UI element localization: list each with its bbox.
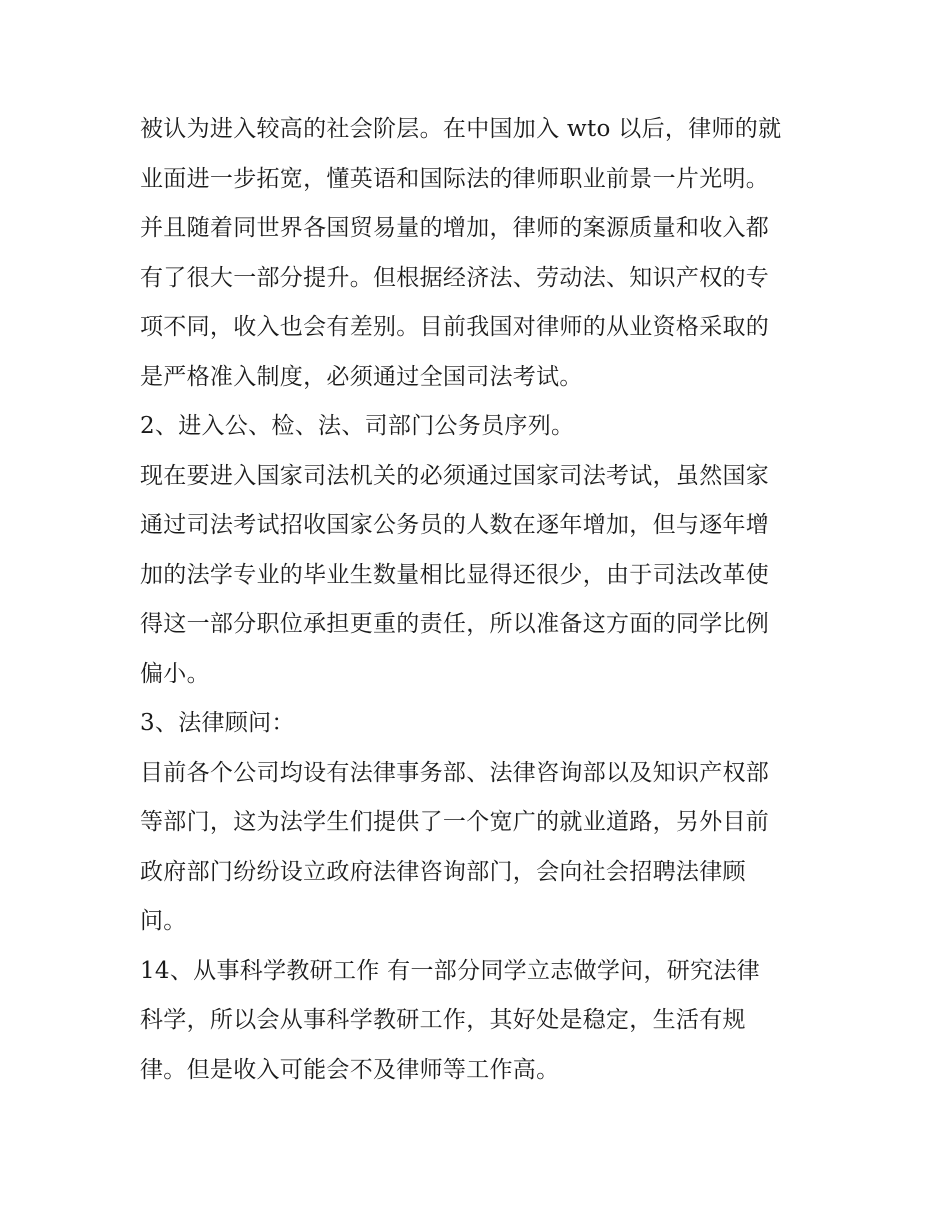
text-line-2: 业面进一步拓宽，懂英语和国际法的律师职业前景一片光明。	[140, 165, 770, 192]
text-line-1: 被认为进入较高的社会阶层。在中国加入 wto 以后，律师的就	[140, 116, 782, 142]
text-line-16: 政府部门纷纷设立政府法律咨询部门，会向社会招聘法律顾	[140, 858, 746, 885]
text-line-5: 项不同，收入也会有差别。目前我国对律师的从业资格采取的	[140, 314, 770, 340]
text-line-17: 问。	[140, 908, 187, 934]
text-line-8: 现在要进入国家司法机关的必须通过国家司法考试，虽然国家	[140, 462, 770, 489]
section-heading-3: 3、法律顾问：	[140, 710, 295, 736]
text-line-4: 有了很大一部分提升。但根据经济法、劳动法、知识产权的专	[140, 264, 770, 291]
text-line-15: 等部门，这为法学生们提供了一个宽广的就业道路，另外目前	[140, 809, 770, 835]
text-line-20: 律。但是收入可能会不及律师等工作高。	[140, 1056, 560, 1083]
text-line-12: 偏小。	[140, 660, 210, 687]
section-heading-2: 2、进入公、检、法、司部门公务员序列。	[140, 413, 575, 439]
text-line-14: 目前各个公司均设有法律事务部、法律咨询部以及知识产权部	[140, 759, 770, 786]
text-line-11: 得这一部分职位承担更重的责任，所以准备这方面的同学比例	[140, 611, 770, 637]
document-body	[140, 105, 820, 1095]
text-line-3: 并且随着同世界各国贸易量的增加，律师的案源质量和收入都	[140, 215, 770, 241]
text-line-6: 是严格准入制度，必须通过全国司法考试。	[140, 363, 583, 390]
text-line-9: 通过司法考试招收国家公务员的人数在逐年增加，但与逐年增	[140, 512, 770, 538]
text-line-10: 加的法学专业的毕业生数量相比显得还很少，由于司法改革使	[140, 561, 770, 588]
text-line-19: 科学，所以会从事科学教研工作，其好处是稳定，生活有规	[140, 1007, 746, 1033]
section-heading-14: 14、从事科学教研工作 有一部分同学立志做学问，研究法律	[140, 957, 760, 984]
